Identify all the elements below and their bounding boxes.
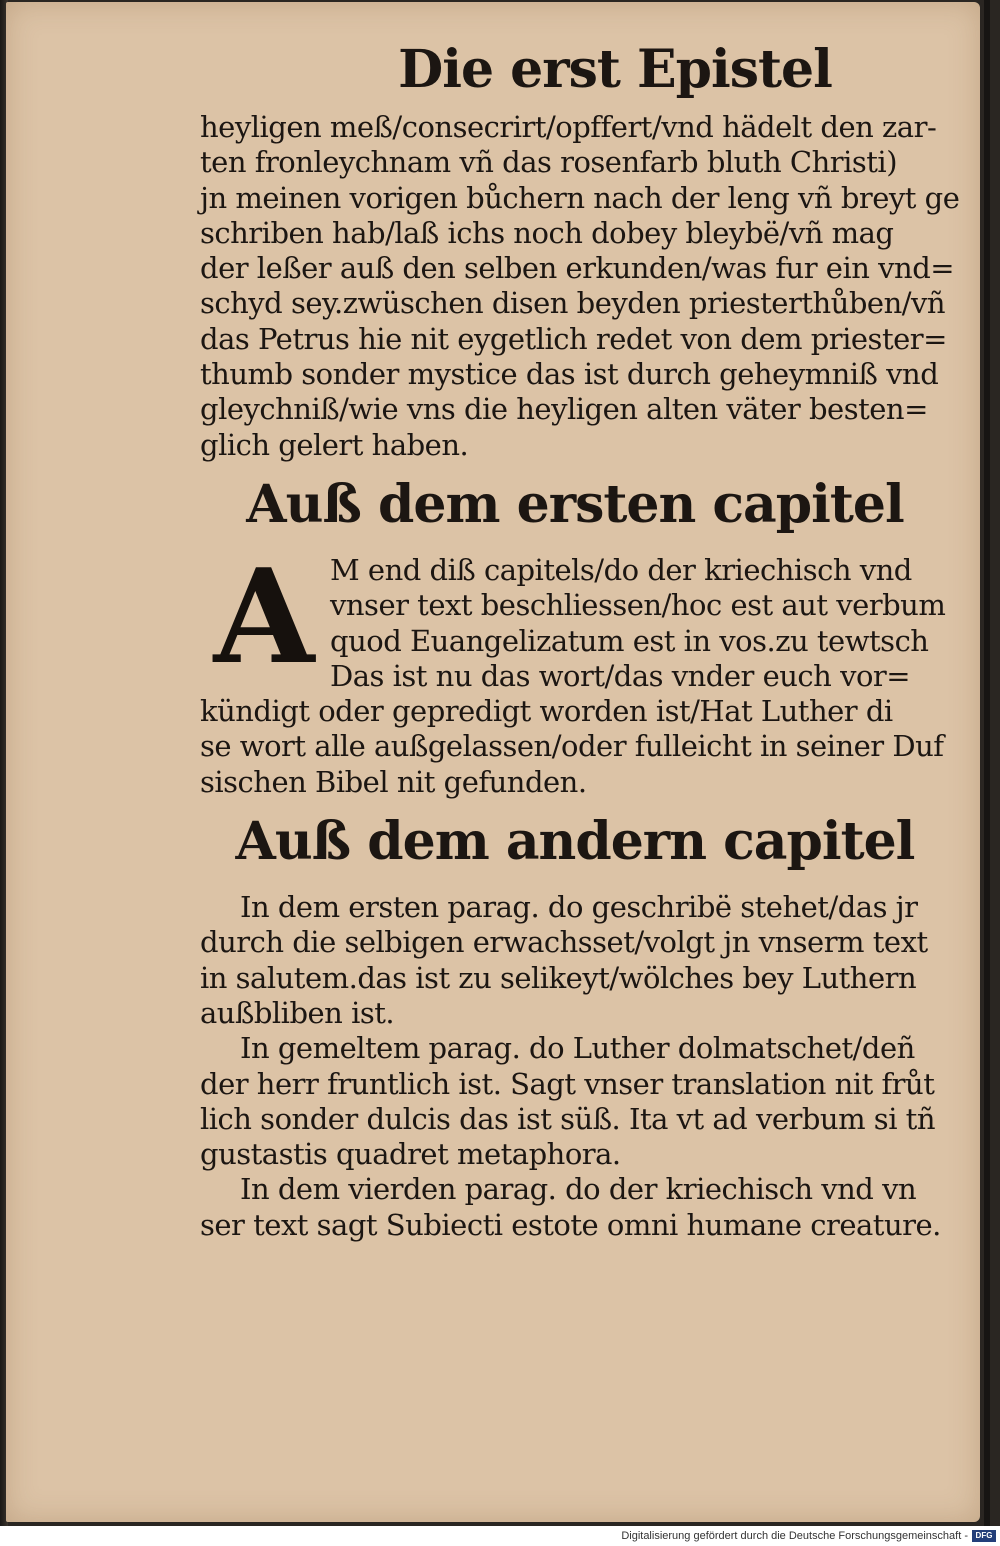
text-line: durch die selbigen erwachsset/volgt jn vnserm text <box>200 925 928 960</box>
text-line: schyd sey.zwüschen disen beyden priesterthůben/vñ <box>200 286 946 321</box>
right-book-edge <box>984 0 990 1526</box>
text-line: jn meinen vorigen bůchern nach der leng vñ breyt ge <box>200 180 960 215</box>
paragraph-third <box>200 1172 970 1243</box>
first-chapter-paragraph <box>200 539 970 800</box>
footer-bar <box>0 1526 1000 1546</box>
text-line: gustastis quadret metaphora. <box>200 1137 621 1172</box>
text-line: ser text sagt Subiecti estote omni humane creature. <box>200 1207 941 1242</box>
running-head: Die erst Epistel <box>398 39 832 100</box>
heading-first-chapter: Auß dem ersten capitel <box>246 473 904 535</box>
text-line: quod Euangelizatum est in vos.zu tewtsch <box>330 623 929 658</box>
text-line: thumb sonder mystice das ist durch geheymniß vnd <box>200 357 939 392</box>
text-line: gleychniß/wie vns die heyligen alten väter besten= <box>200 392 928 427</box>
text-line: in salutem.das ist zu selikeyt/wölches bey Luthern <box>200 960 917 995</box>
text-line: In dem vierden parag. do der kriechisch vnd vn <box>240 1172 917 1207</box>
text-line: heyligen meß/consecrirt/opffert/vnd hädelt den zar- <box>200 110 937 144</box>
dfg-logo-icon: DFG <box>972 1530 996 1542</box>
text-line: außbliben ist. <box>200 995 395 1030</box>
paragraph-first <box>200 890 970 1031</box>
text-line: ten fronleychnam vñ das rosenfarb bluth Christi) <box>200 145 898 180</box>
text-line: lich sonder dulcis das ist süß. Ita vt ad verbum si tñ <box>200 1101 936 1136</box>
text-line: glich gelert haben. <box>200 427 469 462</box>
section-continuation <box>200 110 970 463</box>
text-line: der herr fruntlich ist. Sagt vnser translation nit frůt <box>200 1066 935 1101</box>
text-line: der leßer auß den selben erkunden/was fur ein vnd= <box>200 251 955 286</box>
page-text <box>200 40 970 1243</box>
decorated-initial: A <box>213 539 315 693</box>
text-line: In gemeltem parag. do Luther dolmatschet/deñ <box>240 1031 915 1066</box>
text-line: M end diß capitels/do der kriechisch vnd <box>330 552 912 587</box>
text-line: kündigt oder gepredigt worden ist/Hat Luther di <box>200 694 893 729</box>
digitization-credit: Digitalisierung gefördert durch die Deutsche Forschungsgemeinschaft - <box>621 1530 968 1542</box>
text-line: schriben hab/laß ichs noch dobey bleybë/vñ mag <box>200 215 894 250</box>
text-line: In dem ersten parag. do geschribë stehet/das jr <box>240 890 918 925</box>
text-line: se wort alle außgelassen/oder fulleicht in seiner Duf <box>200 729 944 764</box>
text-line: das Petrus hie nit eygetlich redet von dem priester= <box>200 321 947 356</box>
text-line: sischen Bibel nit gefunden. <box>200 764 587 799</box>
text-line: vnser text beschliessen/hoc est aut verbum <box>330 588 946 623</box>
heading-second-chapter: Auß dem andern capitel <box>235 811 915 873</box>
paragraph-second <box>200 1031 970 1172</box>
text-line: Das ist nu das wort/das vnder euch vor= <box>330 658 911 693</box>
